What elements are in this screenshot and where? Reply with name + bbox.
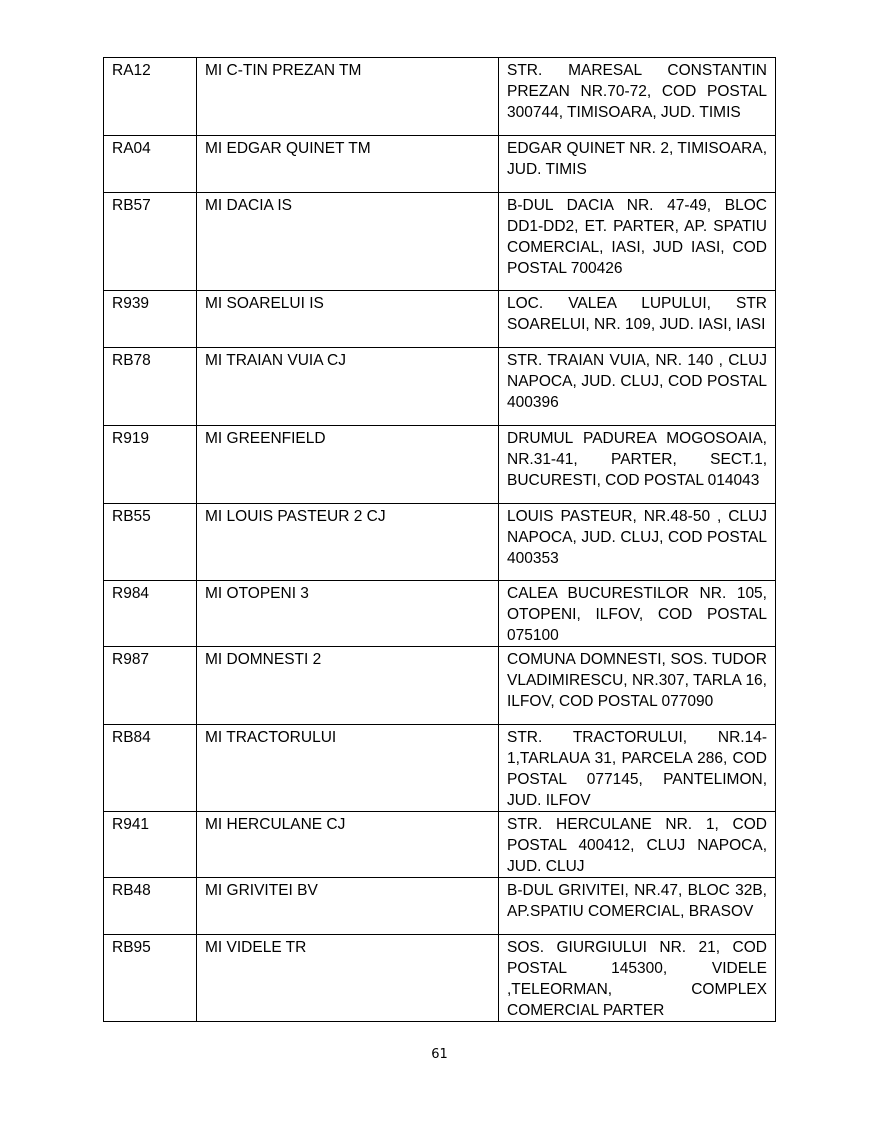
name-cell: MI GREENFIELD xyxy=(197,426,499,504)
address-cell: EDGAR QUINET NR. 2, TIMISOARA, JUD. TIMIS xyxy=(499,136,776,193)
address-cell: STR. HERCULANE NR. 1, COD POSTAL 400412, CLUJ NAPOCA, JUD. CLUJ xyxy=(499,812,776,878)
code-cell: RB55 xyxy=(104,504,197,581)
table-row xyxy=(104,136,776,193)
address-cell: DRUMUL PADUREA MOGOSOAIA, NR.31-41, PARTER, SECT.1, BUCURESTI, COD POSTAL 014043 xyxy=(499,426,776,504)
code-cell: R919 xyxy=(104,426,197,504)
table-row xyxy=(104,348,776,426)
table-row xyxy=(104,725,776,812)
address-cell: STR. MARESAL CONSTANTIN PREZAN NR.70-72, COD POSTAL 300744, TIMISOARA, JUD. TIMIS xyxy=(499,58,776,136)
name-cell: MI C-TIN PREZAN TM xyxy=(197,58,499,136)
name-cell: MI GRIVITEI BV xyxy=(197,878,499,935)
address-cell: B-DUL DACIA NR. 47-49, BLOC DD1-DD2, ET. PARTER, AP. SPATIU COMERCIAL, IASI, JUD IASI, COD POSTAL 700426 xyxy=(499,193,776,291)
name-cell: MI TRAIAN VUIA CJ xyxy=(197,348,499,426)
code-cell: RB57 xyxy=(104,193,197,291)
name-cell: MI DACIA IS xyxy=(197,193,499,291)
locations-table xyxy=(103,57,776,1022)
table-row xyxy=(104,426,776,504)
table-row xyxy=(104,581,776,647)
table-row xyxy=(104,935,776,1022)
table-row xyxy=(104,504,776,581)
address-cell: STR. TRAIAN VUIA, NR. 140 , CLUJ NAPOCA, JUD. CLUJ, COD POSTAL 400396 xyxy=(499,348,776,426)
table-row xyxy=(104,647,776,725)
address-cell: COMUNA DOMNESTI, SOS. TUDOR VLADIMIRESCU, NR.307, TARLA 16, ILFOV, COD POSTAL 077090 xyxy=(499,647,776,725)
name-cell: MI VIDELE TR xyxy=(197,935,499,1022)
name-cell: MI SOARELUI IS xyxy=(197,291,499,348)
code-cell: RA12 xyxy=(104,58,197,136)
name-cell: MI TRACTORULUI xyxy=(197,725,499,812)
name-cell: MI LOUIS PASTEUR 2 CJ xyxy=(197,504,499,581)
code-cell: R939 xyxy=(104,291,197,348)
address-cell: STR. TRACTORULUI, NR.14-1,TARLAUA 31, PARCELA 286, COD POSTAL 077145, PANTELIMON, JUD. ILFOV xyxy=(499,725,776,812)
page-number: 61 xyxy=(431,1047,448,1062)
table-row xyxy=(104,291,776,348)
address-cell: LOC. VALEA LUPULUI, STR SOARELUI, NR. 109, JUD. IASI, IASI xyxy=(499,291,776,348)
table-row xyxy=(104,878,776,935)
address-cell: CALEA BUCURESTILOR NR. 105, OTOPENI, ILFOV, COD POSTAL 075100 xyxy=(499,581,776,647)
code-cell: R987 xyxy=(104,647,197,725)
name-cell: MI HERCULANE CJ xyxy=(197,812,499,878)
name-cell: MI DOMNESTI 2 xyxy=(197,647,499,725)
locations-table-body xyxy=(104,58,776,1022)
address-cell: B-DUL GRIVITEI, NR.47, BLOC 32B, AP.SPATIU COMERCIAL, BRASOV xyxy=(499,878,776,935)
code-cell: R941 xyxy=(104,812,197,878)
address-cell: LOUIS PASTEUR, NR.48-50 , CLUJ NAPOCA, JUD. CLUJ, COD POSTAL 400353 xyxy=(499,504,776,581)
name-cell: MI EDGAR QUINET TM xyxy=(197,136,499,193)
code-cell: RB48 xyxy=(104,878,197,935)
code-cell: R984 xyxy=(104,581,197,647)
code-cell: RA04 xyxy=(104,136,197,193)
code-cell: RB95 xyxy=(104,935,197,1022)
table-row xyxy=(104,193,776,291)
code-cell: RB78 xyxy=(104,348,197,426)
table-row xyxy=(104,812,776,878)
address-cell: SOS. GIURGIULUI NR. 21, COD POSTAL 145300, VIDELE ,TELEORMAN, COMPLEX COMERCIAL PARTER xyxy=(499,935,776,1022)
code-cell: RB84 xyxy=(104,725,197,812)
name-cell: MI OTOPENI 3 xyxy=(197,581,499,647)
table-row xyxy=(104,58,776,136)
